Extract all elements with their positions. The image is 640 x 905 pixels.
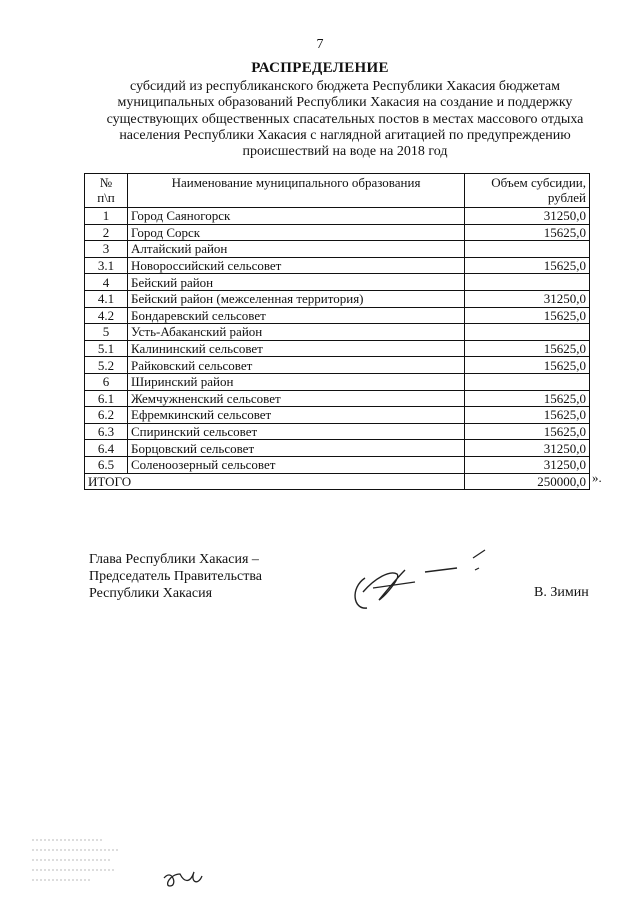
table-row	[85, 290, 590, 307]
table-row	[85, 357, 590, 374]
table-row	[85, 440, 590, 457]
table-row	[85, 241, 590, 258]
row-name: Борцовский сельсовет	[128, 440, 465, 457]
handwritten-initials	[160, 862, 210, 892]
table-row	[85, 224, 590, 241]
row-number: 6.4	[85, 440, 128, 457]
document-subtitle	[90, 79, 600, 160]
table-header-row	[85, 174, 590, 208]
row-number: 6.1	[85, 390, 128, 407]
row-number: 6.3	[85, 423, 128, 440]
subtitle-line: происшествий на воде на 2018 год	[242, 144, 448, 160]
row-number: 5	[85, 324, 128, 341]
table-row	[85, 340, 590, 357]
faint-stamp-mark	[32, 836, 122, 884]
table-body	[85, 208, 590, 474]
table-row	[85, 257, 590, 274]
row-amount: 31250,0	[465, 208, 590, 225]
row-name: Бейский район (межселенная территория)	[128, 290, 465, 307]
row-amount: 15625,0	[465, 390, 590, 407]
row-number: 1	[85, 208, 128, 225]
page-number: 7	[316, 37, 324, 52]
table-row	[85, 274, 590, 291]
signatory-title	[89, 551, 262, 602]
table-row	[85, 390, 590, 407]
row-number: 2	[85, 224, 128, 241]
handwritten-signature	[345, 548, 505, 620]
table-row	[85, 407, 590, 424]
row-name: Бейский район	[128, 274, 465, 291]
closing-quote: ».	[592, 470, 602, 485]
row-number: 6	[85, 373, 128, 390]
row-name: Ширинский район	[128, 373, 465, 390]
row-amount	[465, 274, 590, 291]
row-name: Город Сорск	[128, 224, 465, 241]
row-number: 3	[85, 241, 128, 258]
table-row	[85, 423, 590, 440]
row-name: Новороссийский сельсовет	[128, 257, 465, 274]
signatory-line: Республики Хакасия	[89, 586, 213, 601]
signatory-line: Председатель Правительства	[89, 569, 262, 584]
table-row	[85, 208, 590, 225]
row-name: Алтайский район	[128, 241, 465, 258]
row-amount: 15625,0	[465, 307, 590, 324]
row-number: 6.5	[85, 456, 128, 473]
row-number: 6.2	[85, 407, 128, 424]
row-amount: 31250,0	[465, 456, 590, 473]
row-amount: 15625,0	[465, 224, 590, 241]
row-amount: 15625,0	[465, 407, 590, 424]
row-amount: 15625,0	[465, 423, 590, 440]
row-amount	[465, 241, 590, 258]
header-amount	[465, 174, 590, 208]
signatory-line: Глава Республики Хакасия –	[89, 552, 259, 567]
row-amount: 31250,0	[465, 290, 590, 307]
row-number: 4.1	[85, 290, 128, 307]
row-number: 4.2	[85, 307, 128, 324]
header-number	[85, 174, 128, 208]
row-name: Спиринский сельсовет	[128, 423, 465, 440]
table-row	[85, 373, 590, 390]
row-amount: 15625,0	[465, 357, 590, 374]
row-number: 5.2	[85, 357, 128, 374]
row-amount: 15625,0	[465, 257, 590, 274]
row-amount	[465, 373, 590, 390]
header-amount-line2: рублей	[547, 190, 586, 205]
table-row	[85, 456, 590, 473]
row-number: 5.1	[85, 340, 128, 357]
row-name: Жемчужненский сельсовет	[128, 390, 465, 407]
header-name: Наименование муниципального образования	[128, 174, 465, 208]
header-number-line1: №	[99, 175, 113, 190]
header-number-line2: п\п	[97, 190, 115, 205]
subtitle-line: населения Республики Хакасия с наглядной агитацией по предупреждению	[119, 127, 571, 143]
row-amount	[465, 324, 590, 341]
row-name: Калининский сельсовет	[128, 340, 465, 357]
row-amount: 31250,0	[465, 440, 590, 457]
table-row	[85, 324, 590, 341]
total-row	[85, 473, 590, 490]
row-number: 3.1	[85, 257, 128, 274]
row-name: Ефремкинский сельсовет	[128, 407, 465, 424]
subtitle-line: существующих общественных спасательных постов в местах массового отдыха	[106, 111, 584, 127]
signer-name: В. Зимин	[534, 585, 589, 600]
table-row	[85, 307, 590, 324]
row-name: Райковский сельсовет	[128, 357, 465, 374]
row-amount: 15625,0	[465, 340, 590, 357]
subtitle-line: муниципальных образований Республики Хакасия на создание и поддержку	[117, 95, 573, 111]
row-name: Соленоозерный сельсовет	[128, 456, 465, 473]
row-name: Бондаревский сельсовет	[128, 307, 465, 324]
row-name: Усть-Абаканский район	[128, 324, 465, 341]
subtitle-line: субсидий из республиканского бюджета Республики Хакасия бюджетам	[130, 79, 560, 94]
header-amount-line1: Объем субсидии,	[491, 175, 586, 190]
total-label: ИТОГО	[85, 473, 465, 490]
total-amount: 250000,0	[465, 473, 590, 490]
subsidy-distribution-table	[84, 173, 590, 490]
row-number: 4	[85, 274, 128, 291]
row-name: Город Саяногорск	[128, 208, 465, 225]
document-title: РАСПРЕДЕЛЕНИЕ	[251, 60, 389, 76]
